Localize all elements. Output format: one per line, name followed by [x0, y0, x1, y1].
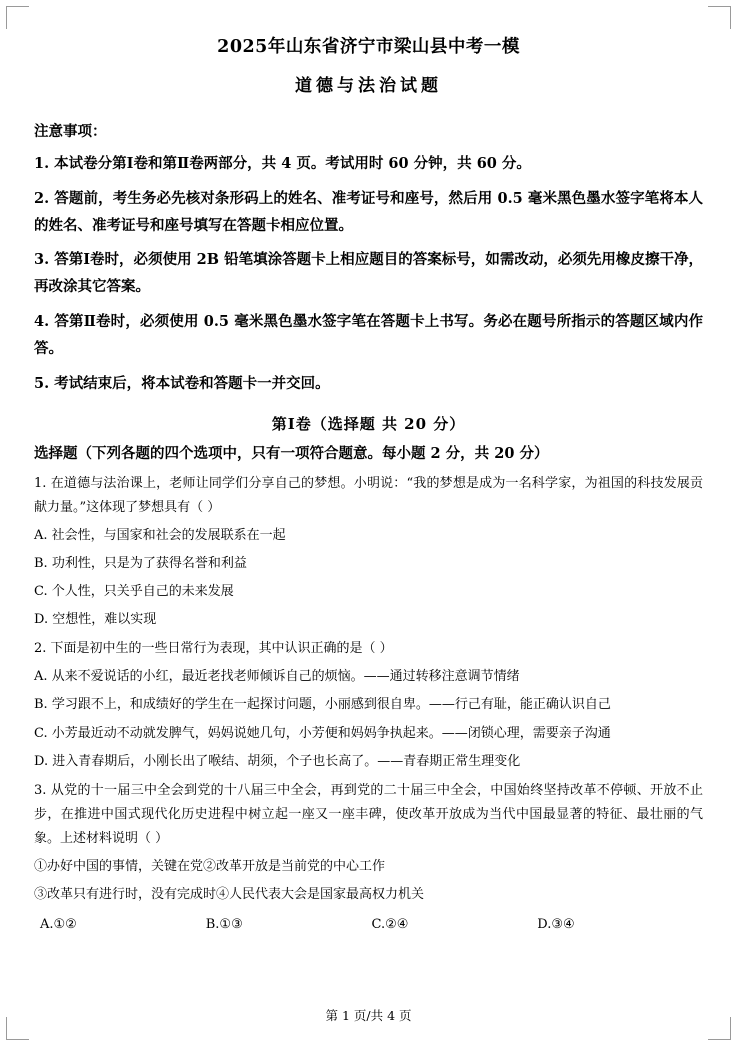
notice-item-1: 1. 本试卷分第Ⅰ卷和第Ⅱ卷两部分，共 4 页。考试用时 60 分钟，共 60 分。: [34, 154, 531, 172]
question-1-option-c: C. 个人性，只关乎自己的未来发展: [34, 584, 234, 600]
crop-mark-top-left: [6, 6, 29, 29]
notice-item-2: 2. 答题前，考生务必先核对条形码上的姓名、准考证号和座号，然后用 0.5 毫米黑色墨水签字笔将本人的姓名、准考证号和座号填写在答题卡相应位置。: [34, 189, 703, 234]
question-2-option-d: D. 进入青春期后，小刚长出了喉结、胡须，个子也长高了。——青春期正常生理变化: [34, 753, 521, 769]
question-2-option-c: C. 小芳最近动不动就发脾气，妈妈说她几句，小芳便和妈妈争执起来。——闭锁心理，需要亲子沟通: [34, 725, 611, 741]
notice-item-5: 5. 考试结束后，将本试卷和答题卡一并交回。: [34, 374, 330, 392]
document-body: [34, 0, 703, 937]
question-2-option-b: B. 学习跟不上，和成绩好的学生在一起探讨问题，小丽感到很自卑。——行己有耻，能正确认识自己: [34, 697, 611, 713]
question-2-option-a: A. 从来不爱说话的小红，最近老找老师倾诉自己的烦恼。——通过转移注意调节情绪: [34, 669, 520, 685]
question-1-stem: 1. 在道德与法治课上，老师让同学们分享自己的梦想。小明说：“我的梦想是成为一名科学家，为祖国的科技发展贡献力量。”这体现了梦想具有（ ）: [34, 476, 703, 516]
multiple-choice-heading: 选择题（下列各题的四个选项中，只有一项符合题意。每小题 2 分，共 20 分）: [34, 445, 549, 463]
crop-mark-top-right: [708, 6, 731, 29]
question-3-choices: [34, 913, 703, 937]
question-3-detail-line-2: ③改革只有进行时，没有完成时④人民代表大会是国家最高权力机关: [34, 886, 425, 902]
question-3-detail-line-1: ①办好中国的事情，关键在党②改革开放是当前党的中心工作: [34, 858, 386, 874]
question-3-choice-a: A.①②: [40, 916, 77, 932]
section-heading: 第Ⅰ卷（选择题 共 20 分）: [271, 415, 466, 434]
question-3-choice-b: B.①③: [205, 916, 243, 932]
notice-heading: 注意事项：: [34, 122, 107, 140]
page-footer: 第 1 页/共 4 页: [325, 1008, 412, 1023]
question-1-option-d: D. 空想性，难以实现: [34, 612, 157, 628]
question-3-choice-d: D.③④: [537, 916, 575, 932]
question-3-stem: 3. 从党的十一届三中全会到党的十八届三中全会，再到党的二十届三中全会，中国始终坚持改革不停顿、开放不止步，在推进中国式现代化历史进程中树立起一座又一座丰碑，使改革开放成为当代中国最显著的特征、最壮丽的气象。上述材料说明（ ）: [34, 782, 703, 846]
notice-item-3: 3. 答第Ⅰ卷时，必须使用 2B 铅笔填涂答题卡上相应题目的答案标号，如需改动，必须先用橡皮擦干净，再改涂其它答案。: [34, 251, 703, 296]
exam-title-line-1: 2025年山东省济宁市梁山县中考一模: [217, 37, 520, 57]
question-1-option-a: A. 社会性，与国家和社会的发展联系在一起: [34, 528, 286, 544]
question-2-stem: 2. 下面是初中生的一些日常行为表现，其中认识正确的是（ ）: [34, 641, 393, 657]
exam-title-line-2: 道德与法治试题: [295, 76, 442, 97]
question-1-option-b: B. 功利性，只是为了获得名誉和利益: [34, 556, 247, 572]
question-3-choice-c: C.②④: [371, 916, 409, 932]
notice-item-4: 4. 答第Ⅱ卷时，必须使用 0.5 毫米黑色墨水签字笔在答题卡上书写。务必在题号所指示的答题区域内作答。: [34, 313, 703, 357]
